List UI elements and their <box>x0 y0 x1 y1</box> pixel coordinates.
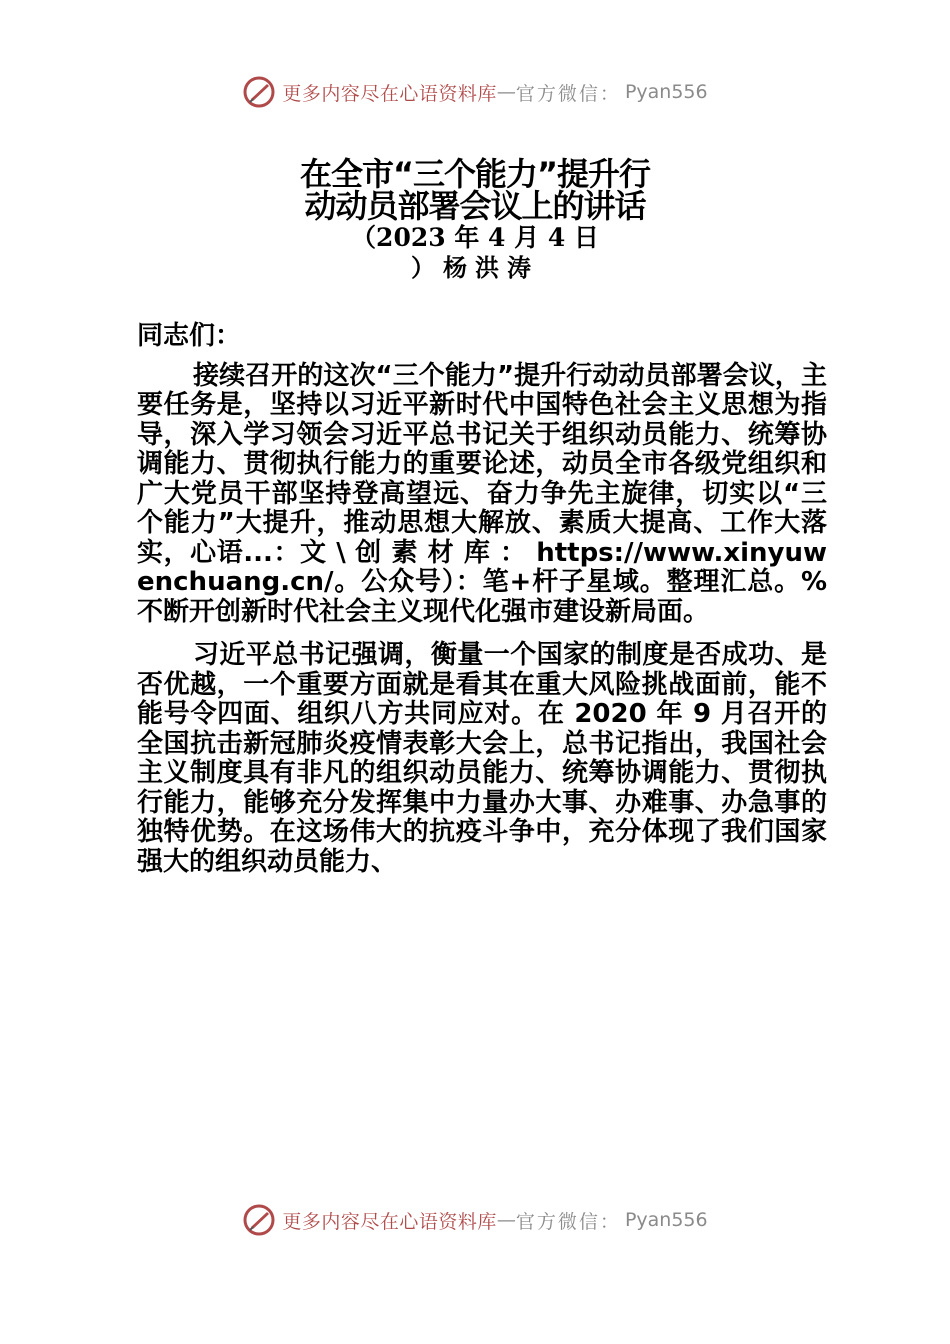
document-author: ）杨洪涛 <box>411 254 539 282</box>
banner-dash: — <box>496 1209 516 1231</box>
document-title-line1: 在全市“三个能力”提升行 <box>299 155 651 193</box>
greeting: 同志们： <box>137 321 242 351</box>
header-banner <box>0 72 950 112</box>
logo-icon <box>242 75 276 109</box>
logo-icon <box>242 1203 276 1237</box>
banner-wechat-id: Pyan556 <box>624 1209 708 1231</box>
footer-banner <box>0 1200 950 1240</box>
banner-wechat-label: 官方微信： <box>515 1210 621 1233</box>
document-date: （2023 年 4 月 4 日 <box>351 223 599 252</box>
banner-text: 更多内容尽在心语资料库 <box>282 82 497 105</box>
banner-dash: — <box>496 81 516 103</box>
banner-text: 更多内容尽在心语资料库 <box>282 1210 497 1233</box>
document-title-line2: 动动员部署会议上的讲话 <box>304 187 646 225</box>
paragraph-2: 习近平总书记强调，衡量一个国家的制度是否成功、是否优越，一个重要方面就是看其在重大风险挑战面前，能不能号令四面、组织八方共同应对。在 2020 年 9 月召开的全国抗击新冠肺炎疫情表彰大会上，总书记指出，我国社会主义制度具有非凡的组织动员能力、统筹协调能力、贯彻执行能力，能够充分发挥集中力量办大事、办难事、办急事的独特优势。在这场伟大的抗疫斗争中，充分体现了我们国家强大的组织动员能力、 <box>137 640 827 877</box>
banner-wechat-label: 官方微信： <box>515 82 621 105</box>
document-body <box>137 322 827 877</box>
paragraph-1: 接续召开的这次“三个能力”提升行动动员部署会议，主要任务是，坚持以习近平新时代中国特色社会主义思想为指导，深入学习领会习近平总书记关于组织动员能力、统筹协调能力、贯彻执行能力的重要论述，动员全市各级党组织和广大党员干部坚持登高望远、奋力争先主旋律，切实以“三个能力”大提升，推动思想大解放、素质大提高、工作大落实，心语...：文 \ 创 素 材 库 ： https://www.xinyuwenchuang.cn/。公众号）：笔+杆子星域。整理汇总。%不断开创新时代社会主义现代化强市建设新局面。 <box>137 360 827 627</box>
banner-wechat-id: Pyan556 <box>624 81 708 103</box>
